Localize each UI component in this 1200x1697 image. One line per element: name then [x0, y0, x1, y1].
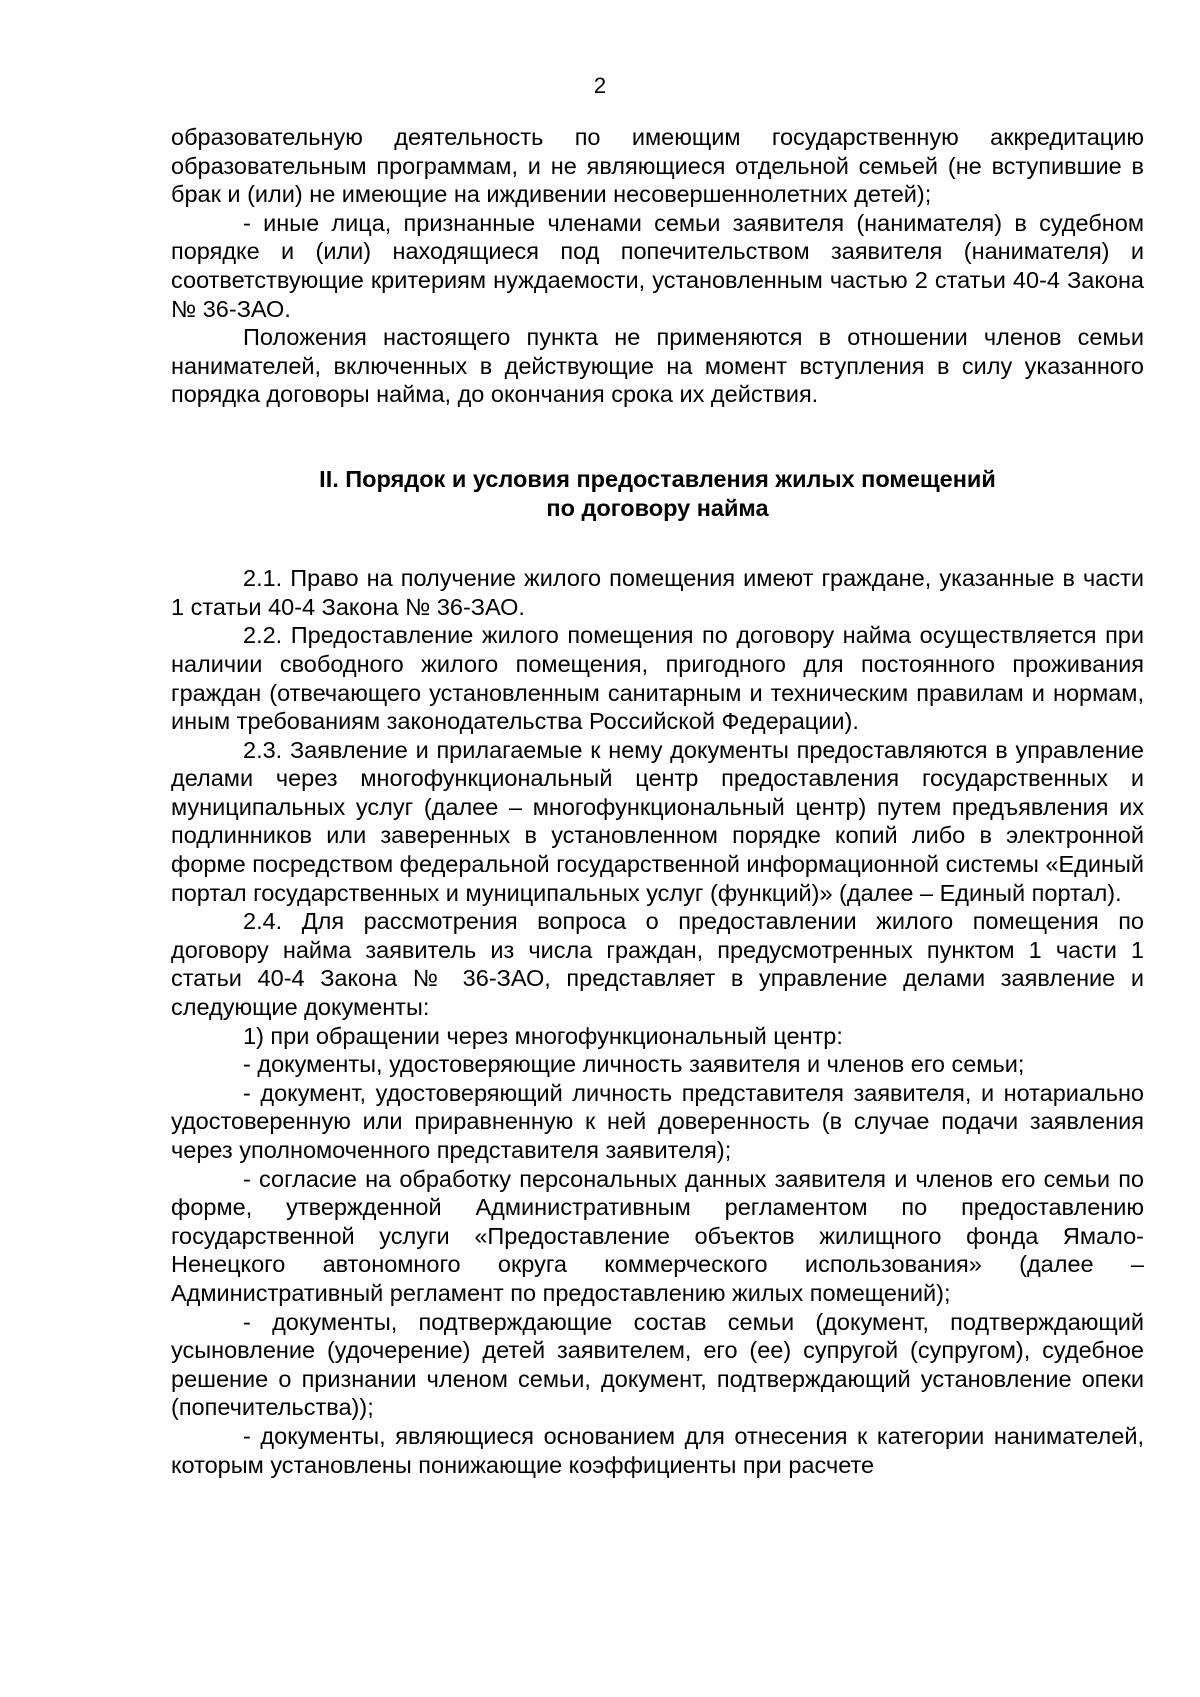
section-heading-line-2: по договору найма [546, 494, 769, 521]
paragraph-other-persons: - иные лица, признанные членами семьи заявителя (нанимателя) в судебном порядке и (или) находящиеся под попечительством заявителя (нанимателя) и соответствующие критериям нуждаемости, установленным частью 2 статьи 40-4 Закона № 36-ЗАО. [171, 209, 1144, 322]
document-body [171, 123, 1144, 1479]
paragraph-2-4: 2.4. Для рассмотрения вопроса о предоставлении жилого помещения по договору найма заявитель из числа граждан, предусмотренных пунктом 1 части 1 статьи 40-4 Закона № 36-ЗАО, представляет в управление делами заявление и следующие документы: [171, 908, 1144, 1021]
list-item-consent: - согласие на обработку персональных данных заявителя и членов его семьи по форме, утвержденной Административным регламентом по предоставлению государственной услуги «Предоставление объектов жилищного фонда Ямало-Ненецкого автономного округа коммерческого использования» (далее – Административный регламент по предоставлению жилых помещений); [171, 1165, 1144, 1306]
paragraph-list-intro: 1) при обращении через многофункциональный центр: [243, 1022, 843, 1049]
paragraph-2-1: 2.1. Право на получение жилого помещения имеют граждане, указанные в части 1 статьи 40-4 Закона № 36-ЗАО. [171, 565, 1144, 620]
paragraph-2-2: 2.2. Предоставление жилого помещения по договору найма осуществляется при наличии свободного жилого помещения, пригодного для постоянного проживания граждан (отвечающего установленным санитарным и техническим правилам и нормам, иным требованиям законодательства Российской Федерации). [171, 622, 1144, 735]
list-item-representative-document: - документ, удостоверяющий личность представителя заявителя, и нотариально удостоверенную или приравненную к ней доверенность (в случае подачи заявления через уполномоченного представителя заявителя); [171, 1079, 1144, 1163]
list-item-category-documents: - документы, являющиеся основанием для отнесения к категории нанимателей, которым установлены понижающие коэффициенты при расчете [171, 1422, 1144, 1478]
paragraph-2-3: 2.3. Заявление и прилагаемые к нему документы предоставляются в управление делами через многофункциональный центр предоставления государственных и муниципальных услуг (далее – многофункциональный центр) путем предъявления их подлинников или заверенных в установленном порядке копий либо в электронной форме посредством федеральной государственной информационной системы «Единый портал государственных и муниципальных услуг (функций)» (далее – Единый портал). [171, 736, 1144, 906]
page-number: 2 [593, 73, 607, 98]
list-item-family-documents: - документы, подтверждающие состав семьи (документ, подтверждающий усыновление (удочерение) детей заявителем, его (ее) супругой (супругом), судебное решение о признании членом семьи, документ, подтверждающий установление опеки (попечительства)); [171, 1308, 1144, 1421]
list-item-identity-documents: - документы, удостоверяющие личность заявителя и членов его семьи; [243, 1051, 1025, 1078]
paragraph-continuation: образовательную деятельность по имеющим государственную аккредитацию образовательным программам, и не являющиеся отдельной семьей (не вступившие в брак и (или) не имеющие на иждивении несовершеннолетних детей); [171, 124, 1144, 208]
section-heading-line-1: II. Порядок и условия предоставления жилых помещений [319, 465, 996, 492]
paragraph-provisions: Положения настоящего пункта не применяются в отношении членов семьи нанимателей, включенных в действующие на момент вступления в силу указанного порядка договоры найма, до окончания срока их действия. [171, 324, 1144, 408]
section-heading [171, 465, 1144, 522]
